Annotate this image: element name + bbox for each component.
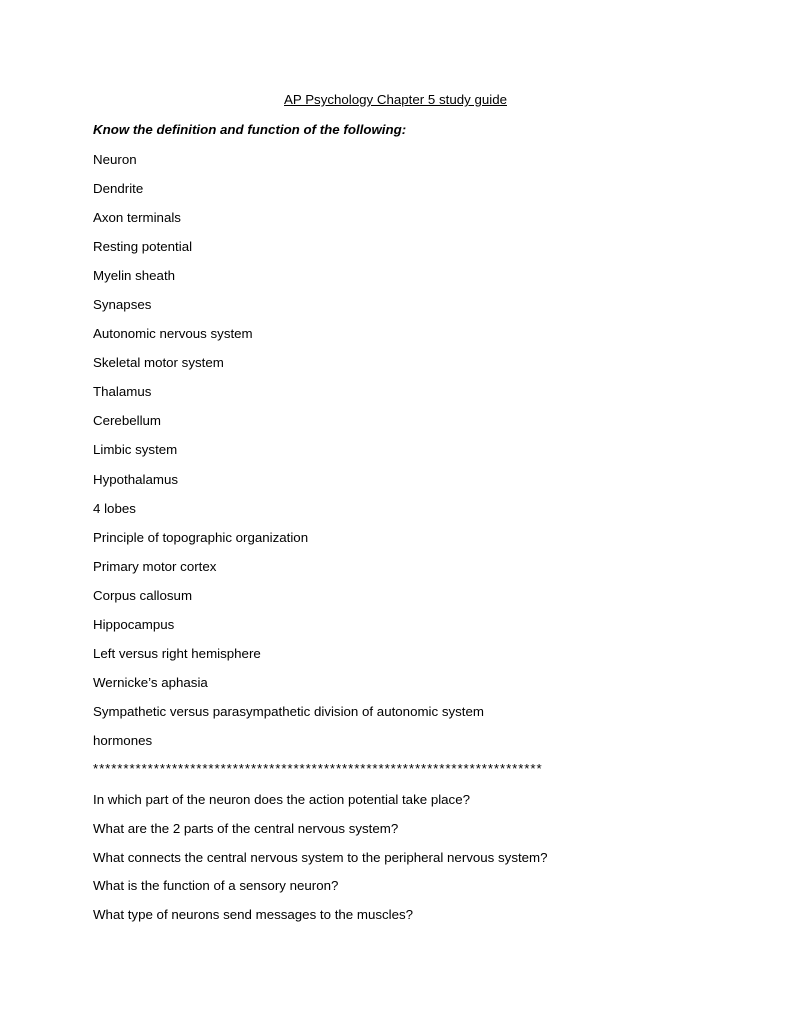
term-item: Resting potential: [93, 239, 193, 255]
term-item: Hypothalamus: [93, 471, 178, 487]
term-item: Hippocampus: [93, 616, 175, 632]
term-item: Principle of topographic organization: [93, 529, 309, 545]
term-item: 4 lobes: [93, 500, 136, 516]
term-item: Left versus right hemisphere: [93, 645, 261, 661]
term-item: Myelin sheath: [93, 268, 176, 284]
question-item: In which part of the neuron does the action potential take place?: [93, 792, 471, 807]
term-item: Cerebellum: [93, 413, 161, 429]
term-item: Limbic system: [93, 442, 178, 458]
term-item: Axon terminals: [93, 210, 181, 226]
term-item: Neuron: [93, 152, 137, 167]
instruction-heading: Know the definition and function of the following:: [93, 122, 407, 137]
term-item: Dendrite: [93, 181, 144, 197]
term-item: Autonomic nervous system: [93, 326, 253, 342]
term-item: Wernicke’s aphasia: [93, 674, 208, 690]
term-item: Thalamus: [93, 384, 152, 400]
questions-list: [93, 790, 548, 934]
question-item: What are the 2 parts of the central nervous system?: [93, 820, 399, 836]
document-title: AP Psychology Chapter 5 study guide: [284, 92, 507, 107]
term-item: Corpus callosum: [93, 587, 193, 603]
question-item: What type of neurons send messages to the muscles?: [93, 907, 414, 922]
question-item: What connects the central nervous system to the peripheral nervous system?: [93, 849, 548, 865]
term-item: Sympathetic versus parasympathetic division of autonomic system: [93, 703, 484, 719]
asterisk-divider: **************************************************************************: [93, 761, 543, 776]
term-item: Primary motor cortex: [93, 558, 217, 574]
term-item: hormones: [93, 732, 153, 748]
terms-list: [93, 150, 484, 760]
term-item: Synapses: [93, 297, 152, 313]
term-item: Skeletal motor system: [93, 355, 224, 371]
question-item: What is the function of a sensory neuron?: [93, 878, 339, 894]
